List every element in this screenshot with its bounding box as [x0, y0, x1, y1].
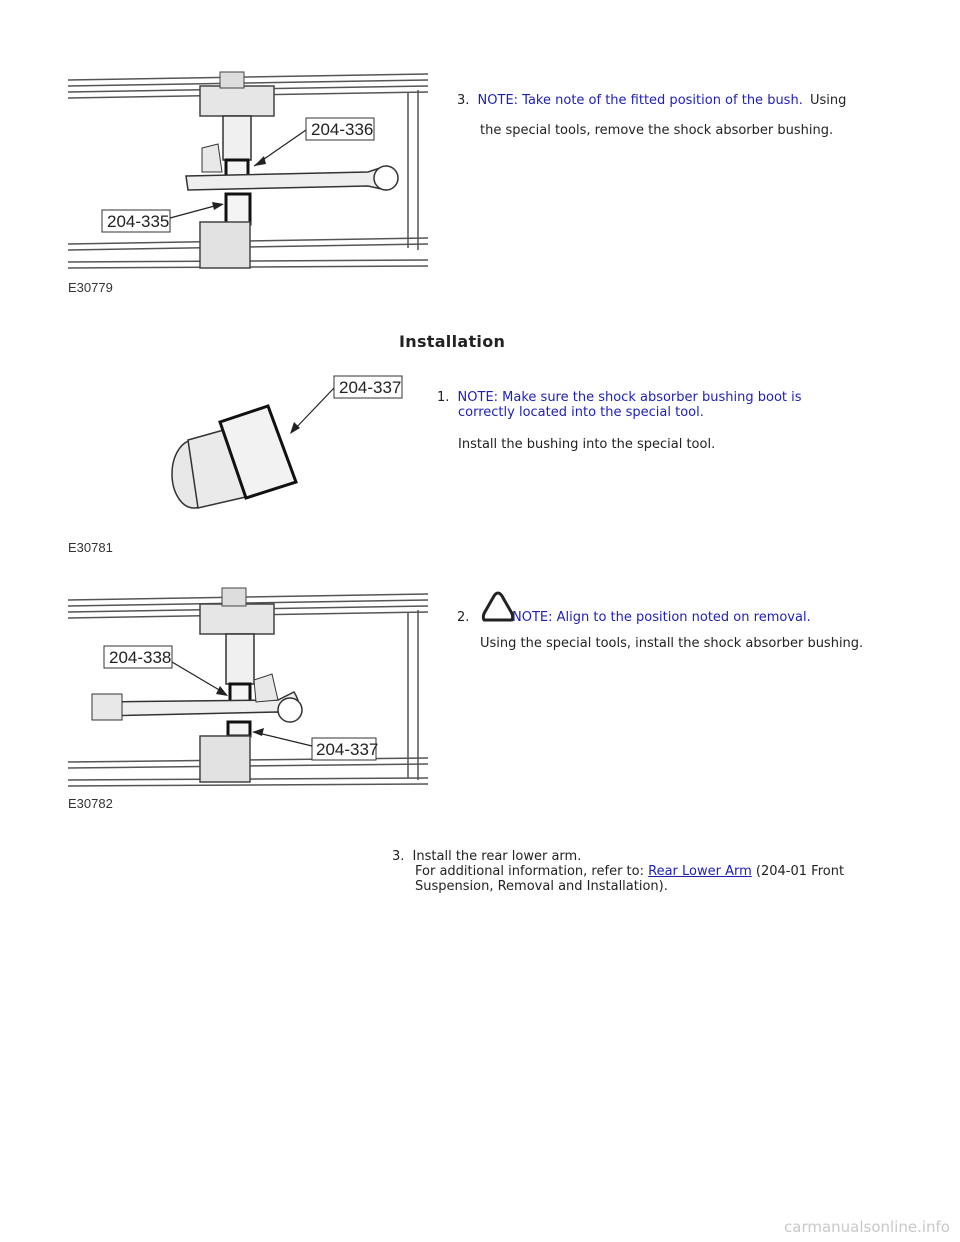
- step-number: 2.: [457, 610, 470, 625]
- note-text: NOTE: Take note of the fitted position of the bush.: [477, 93, 803, 108]
- step-number: 3.: [392, 849, 405, 864]
- removal-step-3-continued: the special tools, remove the shock absorber bushing.: [480, 123, 834, 138]
- figure-e30779: [68, 68, 430, 298]
- step-number: 1.: [437, 390, 450, 405]
- caution-icon: [480, 590, 516, 626]
- reference-prefix: For additional information, refer to:: [415, 864, 644, 879]
- figure-id: E30781: [68, 540, 113, 555]
- figure-id: E30782: [68, 796, 113, 811]
- step-number: 3.: [457, 93, 470, 108]
- callout-204-338: 204-338: [109, 648, 172, 667]
- section-title: Installation: [399, 332, 506, 351]
- install-step-1: [437, 390, 857, 452]
- callout-204-337-b: 204-337: [316, 740, 379, 759]
- callout-204-337: 204-337: [339, 378, 402, 397]
- rear-lower-arm-link[interactable]: Rear Lower Arm: [648, 864, 752, 879]
- step-text: Using the special tools, install the shock absorber bushing.: [480, 636, 864, 651]
- figure-e30782: [68, 582, 430, 814]
- note-text: NOTE: Align to the position noted on removal.: [512, 610, 811, 625]
- callout-204-335: 204-335: [107, 212, 170, 231]
- watermark: carmanualsonline.info: [784, 1218, 950, 1236]
- reference-continued: Suspension, Removal and Installation).: [415, 879, 668, 894]
- removal-step-3: [457, 93, 877, 108]
- figure-e30781: [68, 370, 408, 560]
- install-step-2: [457, 590, 887, 651]
- note-text-line1: NOTE: Make sure the shock absorber bushing boot is: [457, 390, 802, 405]
- step-text: Install the bushing into the special tool.: [458, 437, 716, 452]
- callout-204-336: 204-336: [311, 120, 374, 139]
- step-text: Install the rear lower arm.: [412, 849, 582, 864]
- reference-suffix: (204-01 Front: [755, 864, 845, 879]
- note-text-line2: correctly located into the special tool.: [458, 405, 704, 420]
- install-step-3: [392, 849, 872, 894]
- figure-id: E30779: [68, 280, 113, 295]
- step-text-inline: Using: [809, 93, 847, 108]
